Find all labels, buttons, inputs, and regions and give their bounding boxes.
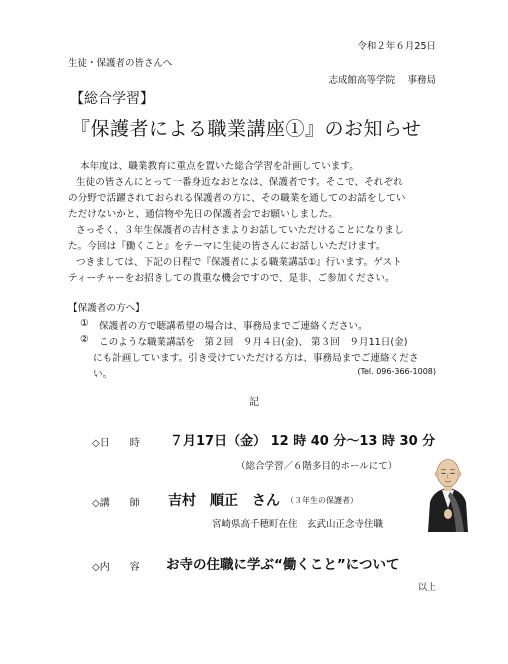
notice-item-1: 保護者の方で聴講希望の場合は、事務局までご連絡ください。 <box>99 321 368 332</box>
notice-item-number: ① <box>80 318 89 329</box>
body-line: た。今回は『働くこと』をテーマに生徒の皆さんにお話しいただけます。 <box>68 241 386 252</box>
body-line: 本年度は、職業教育に重点を置いた総合学習を計画しています。 <box>80 161 359 172</box>
contact-tel: (Tel. 096-366-1008) <box>357 367 436 376</box>
lecturer-affiliation: 宮崎県高千穂町在住 玄武山正念寺住職 <box>212 519 384 530</box>
sender: 志成館高等学院 事務局 <box>328 75 436 86</box>
event-place: （総合学習／６階多目的ホールにて） <box>236 461 398 472</box>
ki-mark: 記 <box>249 397 259 408</box>
date-label: ◇日 時 <box>92 438 140 449</box>
notice-item-2-cont: にも計画しています。引き受けていただける方は、事務局までご連絡くださ <box>93 353 419 364</box>
page-title: 『保護者による職業講座①』のお知らせ <box>71 118 422 140</box>
body-line: ただけないかと、通信物や先日の保護者会でお願いしました。 <box>68 209 339 220</box>
content-value: お寺の住職に学ぶ“働くこと”について <box>166 557 400 573</box>
event-datetime: ７月17日（金） 12 時 40 分～13 時 30 分 <box>170 434 436 449</box>
body-line: つきましては、下記の日程で『保護者による職業講話①』行います。ゲスト <box>76 257 402 268</box>
body-line: の分野で活躍されておられる保護者の方に、その職業を通してのお話をしてい <box>68 193 406 204</box>
body-line: さっそく、３年生保護者の吉村さまよりお話していただけることになりまし <box>76 225 404 236</box>
lecturer-note: （３年生の保護者） <box>286 496 358 505</box>
category-label: 【総合学習】 <box>70 91 154 107</box>
document-date: 令和２年６月25日 <box>357 41 436 52</box>
notice-item-number: ② <box>80 334 89 345</box>
lecturer-name: 吉村 順正 さん <box>168 493 280 509</box>
closing-mark: 以上 <box>417 583 436 593</box>
monk-illustration <box>424 456 472 532</box>
content-label: ◇内 容 <box>92 562 140 573</box>
body-line: ティーチャーをお招きしての貴重な機会ですので、是非、ご参加ください。 <box>68 273 395 284</box>
notice-item-2: このような職業講話を 第２回 ９月４日(金)、 第３回 ９月11日(金) <box>99 337 408 348</box>
recipient: 生徒・保護者の皆さんへ <box>68 58 173 69</box>
lecturer-label: ◇講 師 <box>92 498 140 509</box>
notice-item-2-cont: い。 <box>93 369 113 380</box>
body-line: 生徒の皆さんにとって一番身近なおとなは、保護者です。そこで、それぞれ <box>76 177 403 188</box>
notice-heading: 【保護者の方へ】 <box>68 303 145 314</box>
